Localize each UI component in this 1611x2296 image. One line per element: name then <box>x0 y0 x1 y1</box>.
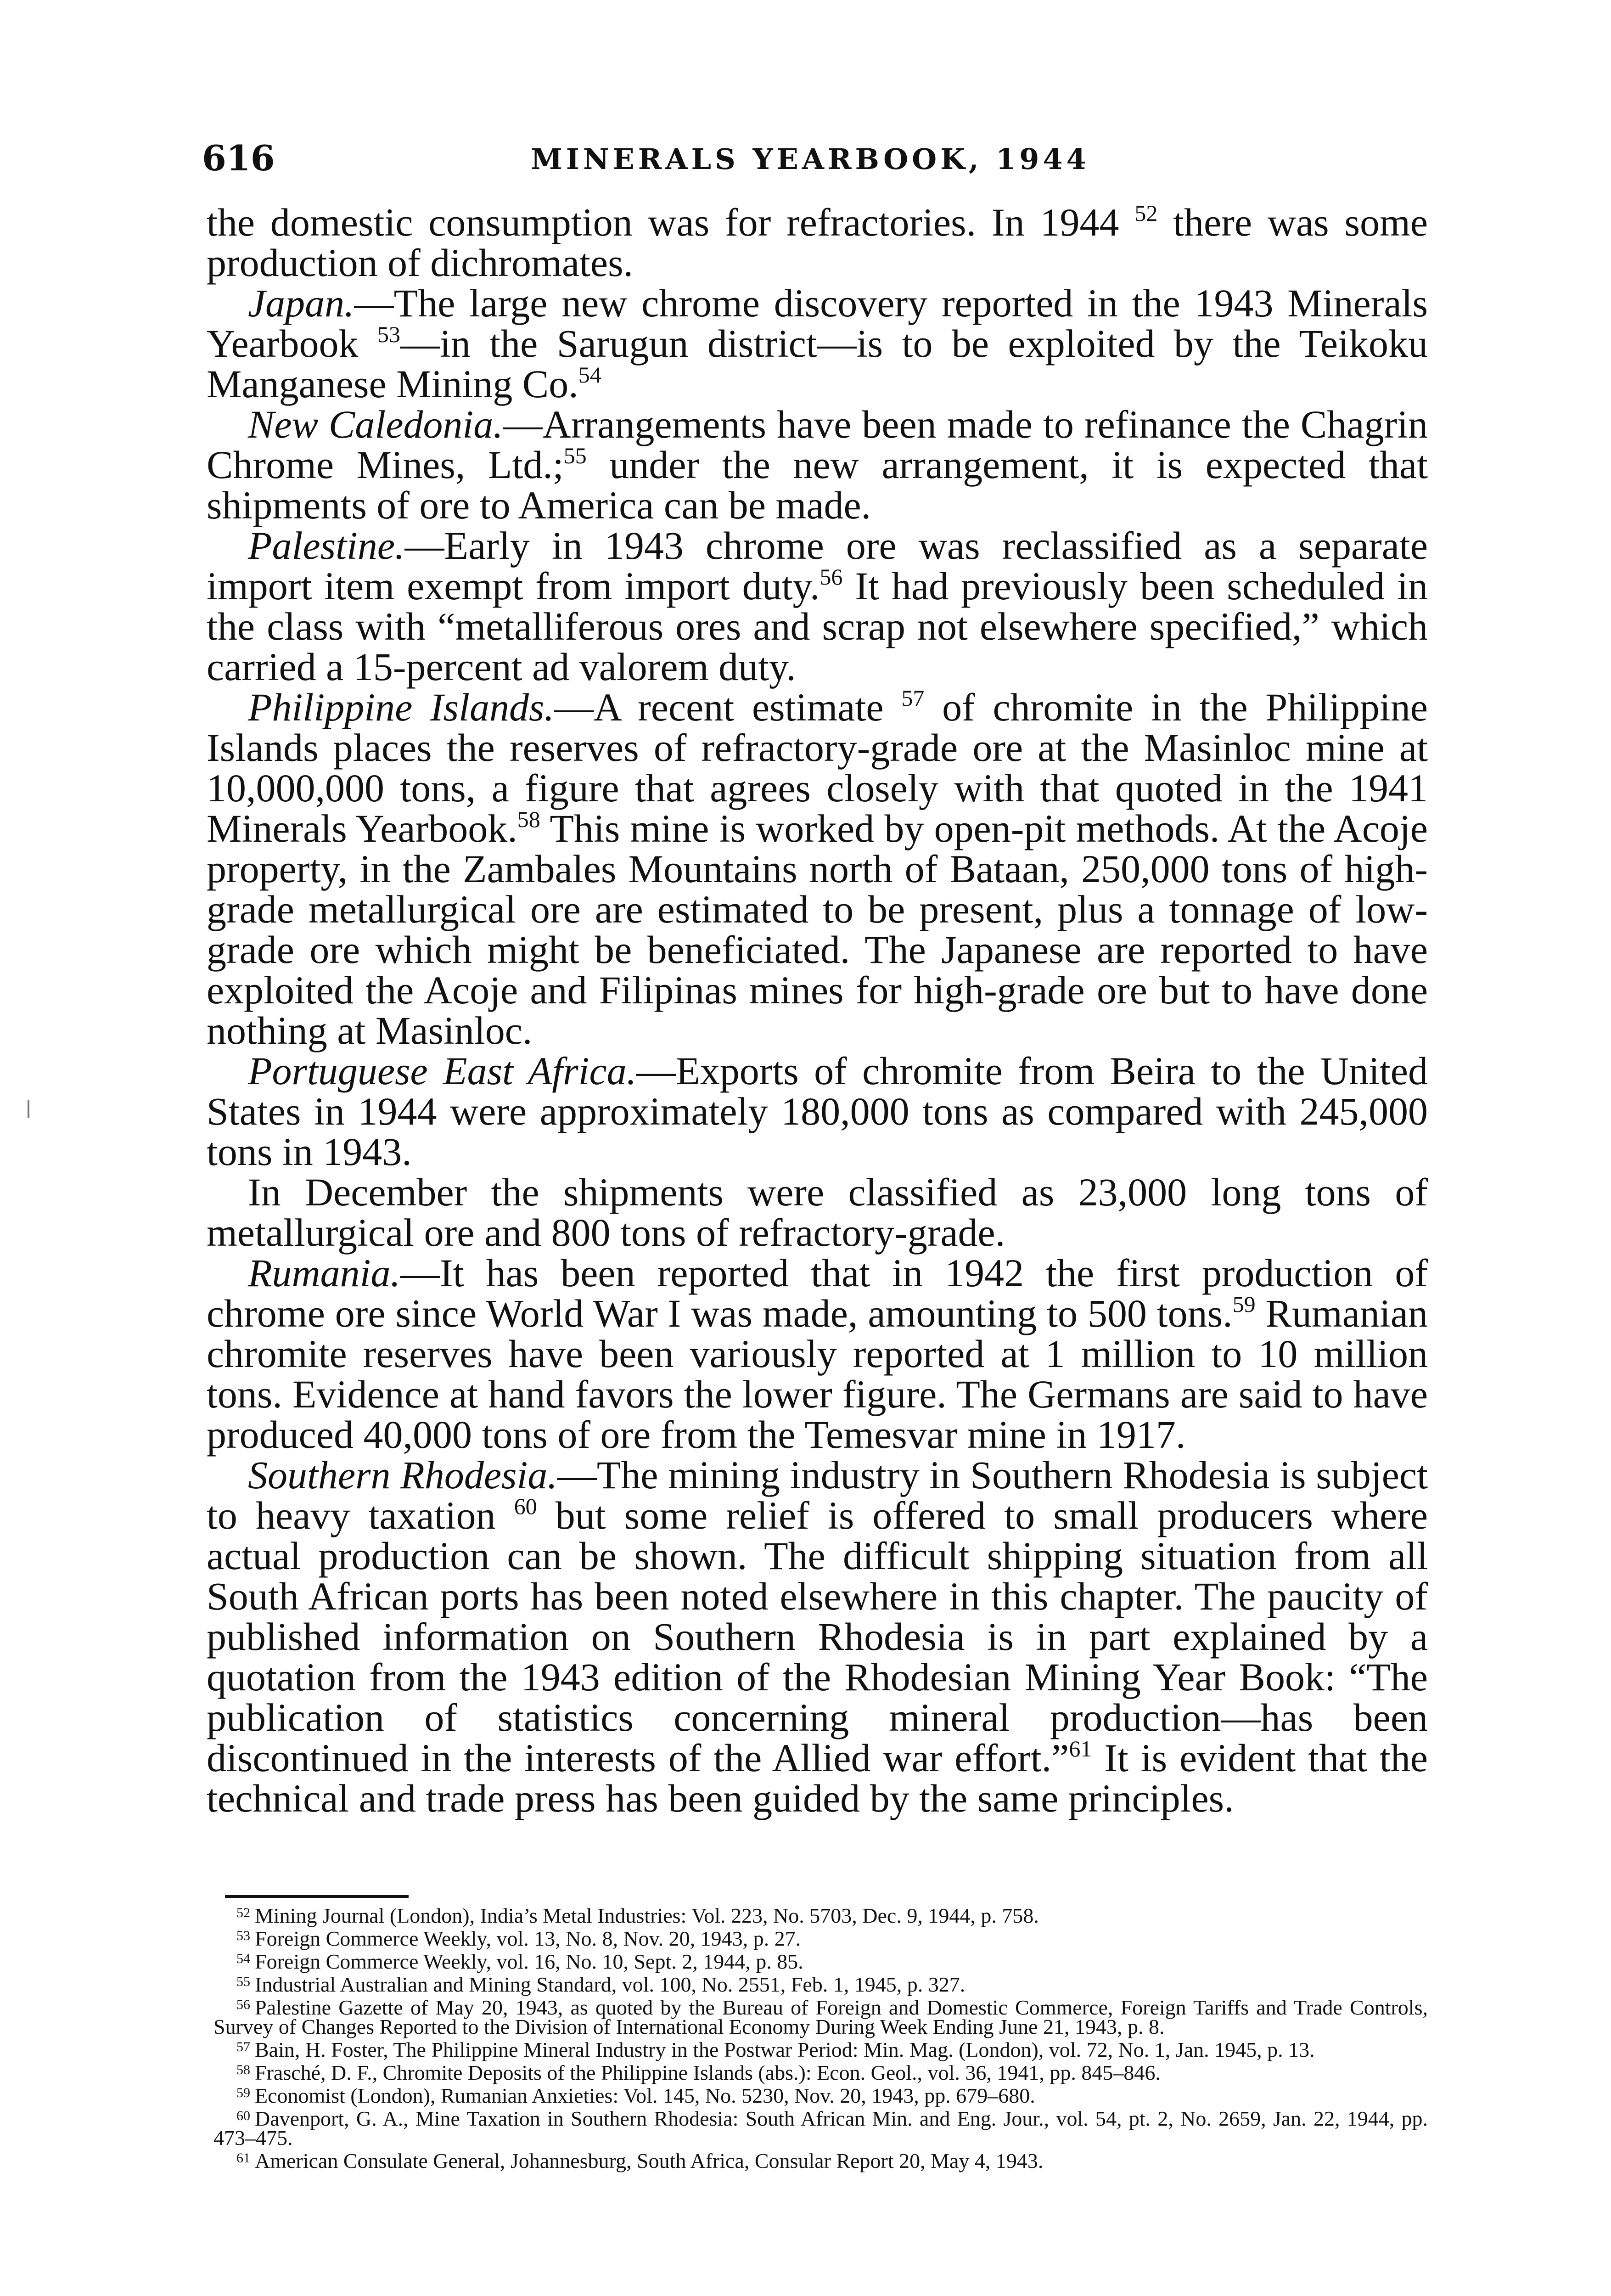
footnote: $^{52}$ Mining Journal (London), India’s Metal Industries: Vol. 223, No. 5703, Dec. 9, 1944, p. 758. <box>236 1904 1039 1927</box>
footnote: $^{54}$ Foreign Commerce Weekly, vol. 16, No. 10, Sept. 2, 1944, p. 85. <box>236 1950 803 1973</box>
footnote-mark: 54 <box>236 1951 250 1966</box>
footnote: $^{61}$ American Consulate General, Johannesburg, South Africa, Consular Report 20, May 4, 1943. <box>236 2149 1044 2172</box>
country-heading: Philippine Islands. <box>248 685 555 729</box>
footnote: $^{55}$ Industrial Australian and Mining Standard, vol. 100, No. 2551, Feb. 1, 1945, p. 327. <box>236 1973 965 1996</box>
paragraph-japan: Japan.—The large new chrome discovery reported in the 1943 Minerals Yearbook $^{53}$—in the Sarugun district—is to be exploited by the Teikoku Manganese Mining Co.$^{54}$ <box>207 281 1428 406</box>
body-text <box>207 202 1428 1818</box>
footnote: $^{60}$ Davenport, G. A., Mine Taxation in Southern Rhodesia: South African Min. and Eng. Jour., vol. 54, pt. 2, No. 2659, Jan. 22, 1944, pp. 473–475. <box>213 2107 1428 2150</box>
footnote-mark: 59 <box>236 2085 250 2100</box>
footnote: $^{56}$ Palestine Gazette of May 20, 1943, as quoted by the Bureau of Foreign and Domestic Commerce, Foreign Tariffs and Trade Controls, Survey of Changes Reported to the Division of International Economy During Week Ending June 21, 1943, p. 8. <box>213 1996 1428 2038</box>
margin-mark <box>28 1100 29 1118</box>
footnote-ref[interactable]: 55 <box>563 443 587 468</box>
paragraph-december-shipments: In December the shipments were classified as 23,000 long tons of metallurgical ore and 800 tons of refractory-grade. <box>207 1170 1428 1255</box>
footnote-ref[interactable]: 54 <box>578 362 601 388</box>
running-title: MINERALS YEARBOOK, 1944 <box>531 142 1090 176</box>
footnote-mark: 61 <box>236 2150 250 2166</box>
footnote: $^{53}$ Foreign Commerce Weekly, vol. 13, No. 8, Nov. 20, 1943, p. 27. <box>236 1927 801 1950</box>
footnote-ref[interactable]: 52 <box>1134 200 1158 226</box>
footnote-ref[interactable]: 57 <box>901 685 925 711</box>
country-heading: Rumania. <box>248 1251 401 1295</box>
country-heading: Palestine. <box>248 523 405 568</box>
footnote-mark: 55 <box>236 1974 250 1989</box>
paragraph-continuation: the domestic consumption was for refractories. In 1944 $^{52}$ there was some production of dichromates. <box>207 200 1428 285</box>
paragraph-rumania: Rumania.—It has been reported that in 1942 the first production of chrome ore since World War I was made, amounting to 500 tons.$^{59}$ Rumanian chromite reserves have been variously reported at 1 million to 10 million tons. Evidence at hand favors the lower figure. The Germans are said to have produced 40,000 tons of ore from the Temesvar mine in 1917. <box>207 1251 1428 1457</box>
footnote-ref[interactable]: 59 <box>1232 1291 1256 1317</box>
footnote-divider <box>225 1895 409 1898</box>
footnote-ref[interactable]: 56 <box>820 564 843 590</box>
paragraph-southern-rhodesia: Southern Rhodesia.—The mining industry in Southern Rhodesia is subject to heavy taxation $^{60}$ but some relief is offered to small producers where actual production can be shown. The difficult shipping situation from all South African ports has been noted elsewhere in this chapter. The paucity of published information on Southern Rhodesia is in part explained by a quotation from the 1943 edition of the Rhodesian Mining Year Book: “The publication of statistics concerning mineral production—has been discontinued in the interests of the Allied war effort.”$^{61}$ It is evident that the technical and trade press has been guided by the same principles. <box>207 1453 1428 1820</box>
footnote: $^{58}$ Frasché, D. F., Chromite Deposits of the Philippine Islands (abs.): Econ. Geol., vol. 36, 1941, pp. 845–846. <box>236 2061 1161 2084</box>
footnote: $^{59}$ Economist (London), Rumanian Anxieties: Vol. 145, No. 5230, Nov. 20, 1943, pp. 679–680. <box>236 2084 1035 2107</box>
footnote-mark: 53 <box>236 1928 250 1943</box>
paragraph-portuguese-east-africa: Portuguese East Africa.—Exports of chromite from Beira to the United States in 1944 were approximately 180,000 tons as compared with 245,000 tons in 1943. <box>207 1049 1428 1174</box>
footnote: $^{57}$ Bain, H. Foster, The Philippine Mineral Industry in the Postwar Period: Min. Mag. (London), vol. 72, No. 1, Jan. 1945, p. 13. <box>236 2038 1315 2061</box>
country-heading: Southern Rhodesia. <box>248 1453 557 1497</box>
footnote-mark: 52 <box>236 1905 250 1920</box>
footnote-mark: 58 <box>236 2062 250 2077</box>
footnotes <box>213 1903 1428 2172</box>
page-header <box>202 138 1419 184</box>
country-heading: New Caledonia. <box>248 402 503 446</box>
footnote-mark: 56 <box>236 1997 250 2012</box>
page-number: 616 <box>202 138 275 179</box>
footnote-ref[interactable]: 58 <box>517 806 540 832</box>
paragraph-palestine: Palestine.—Early in 1943 chrome ore was reclassified as a separate import item exempt from import duty.$^{56}$ It had previously been scheduled in the class with “metalliferous ores and scrap not elsewhere specified,” which carried a 15-percent ad valorem duty. <box>207 523 1428 689</box>
footnote-mark: 60 <box>236 2108 250 2123</box>
country-heading: Portuguese East Africa. <box>248 1049 637 1093</box>
country-heading: Japan. <box>248 281 354 325</box>
footnote-ref[interactable]: 61 <box>1069 1736 1092 1761</box>
footnote-ref[interactable]: 53 <box>377 321 400 347</box>
footnote-ref[interactable]: 60 <box>514 1493 537 1519</box>
footnote-mark: 57 <box>236 2039 250 2054</box>
paragraph-philippine-islands: Philippine Islands.—A recent estimate $^{57}$ of chromite in the Philippine Islands places the reserves of refractory-grade ore at the Masinloc mine at 10,000,000 tons, a figure that agrees closely with that quoted in the 1941 Minerals Yearbook.$^{58}$ This mine is worked by open-pit methods. At the Acoje property, in the Zambales Mountains north of Bataan, 250,000 tons of high-grade metallurgical ore are estimated to be present, plus a tonnage of low-grade ore which might be beneficiated. The Japanese are reported to have exploited the Acoje and Filipinas mines for high-grade ore but to have done nothing at Masinloc. <box>207 685 1428 1052</box>
paragraph-new-caledonia: New Caledonia.—Arrangements have been made to refinance the Chagrin Chrome Mines, Ltd.;$^{55}$ under the new arrangement, it is expected that shipments of ore to America can be made. <box>207 402 1428 527</box>
